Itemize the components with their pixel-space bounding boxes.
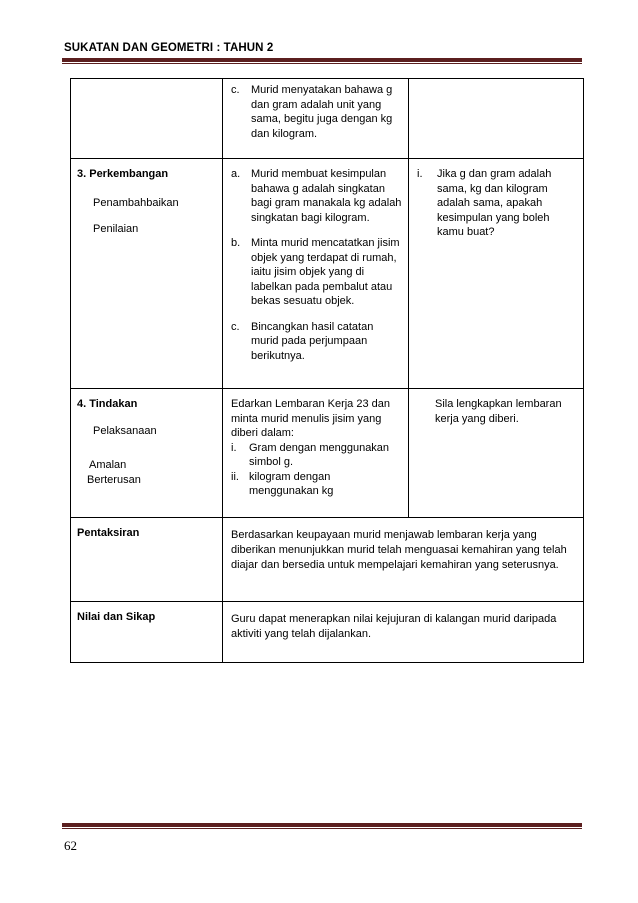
task-instruction: Sila lengkapkan lembaran kerja yang diberi. (435, 398, 562, 425)
row2-col3 (409, 159, 583, 388)
list-item: a. Murid membuat kesimpulan bahawa g adalah singkatan bagi gram manakala kg adalah singkatan bagi kilogram. (231, 168, 402, 224)
list-item: ii. kilogram dengan menggunakan kg (231, 470, 334, 497)
list-item: i. Jika g dan gram adalah sama, kg dan kilogram adalah sama, apakah kesimpulan yang boleh kamu buat? (417, 168, 552, 238)
list-item: c. Bincangkan hasil catatan murid pada perjumpaan berikutnya. (231, 320, 374, 362)
section-title-tindakan: 4. Tindakan (77, 398, 138, 410)
sub-label-penambahbaikan: Penambahbaikan (93, 196, 179, 209)
row5-col1 (71, 602, 223, 662)
sub-label-amalan: Amalan (89, 459, 127, 471)
row1-col2 (223, 79, 409, 158)
row1-col1 (71, 79, 223, 158)
activity-intro: Edarkan Lembaran Kerja 23 dan minta murid menulis jisim yang diberi dalam: (231, 398, 390, 439)
table-row (71, 517, 583, 601)
row4-col1 (71, 518, 223, 601)
assessment-text: Berdasarkan keupayaan murid menjawab lembaran kerja yang diberikan menunjukkan murid telah menguasai kemahiran yang telah diajar dan bersedia untuk mempelajari kemahiran yang seterusnya. (231, 529, 567, 571)
table-row (71, 601, 583, 662)
values-text: Guru dapat menerapkan nilai kejujuran di kalangan murid daripada aktiviti yang telah dijalankan. (231, 613, 557, 640)
section-title-pentaksiran: Pentaksiran (77, 527, 140, 539)
row2-col2 (223, 159, 409, 388)
page-number: 62 (64, 838, 77, 853)
list-item: i. Gram dengan menggunakan simbol g. (231, 441, 390, 468)
sub-label-pelaksanaan: Pelaksanaan (93, 424, 157, 437)
footer-rule (62, 823, 582, 827)
row2-col1 (71, 159, 223, 388)
row4-col2 (223, 518, 583, 601)
row3-col1 (71, 389, 223, 517)
header-rule-thin (62, 63, 582, 64)
table-row (71, 388, 583, 517)
row1-col3 (409, 79, 583, 158)
page-header-title: SUKATAN DAN GEOMETRI : TAHUN 2 (64, 42, 274, 54)
footer-rule-thin (62, 828, 582, 829)
section-title-perkembangan: 3. Perkembangan (77, 168, 169, 180)
header-rule (62, 58, 582, 62)
lesson-table (70, 78, 584, 663)
sub-label-berterusan: Berterusan (87, 473, 141, 486)
list-item: b. Minta murid mencatatkan jisim objek yang terdapat di rumah, iaitu jisim objek yang di labelkan pada pembalut atau bekas sesuatu objek. (231, 237, 400, 307)
row3-col2 (223, 389, 409, 517)
row3-col3 (409, 389, 583, 517)
section-title-nilai-sikap: Nilai dan Sikap (77, 611, 156, 623)
sub-label-penilaian: Penilaian (93, 223, 139, 235)
table-row (71, 79, 583, 158)
table-row (71, 158, 583, 388)
list-item: c. Murid menyatakan bahawa g dan gram adalah unit yang sama, begitu juga dengan kg dan kilogram. (231, 84, 393, 140)
row5-col2 (223, 602, 583, 662)
